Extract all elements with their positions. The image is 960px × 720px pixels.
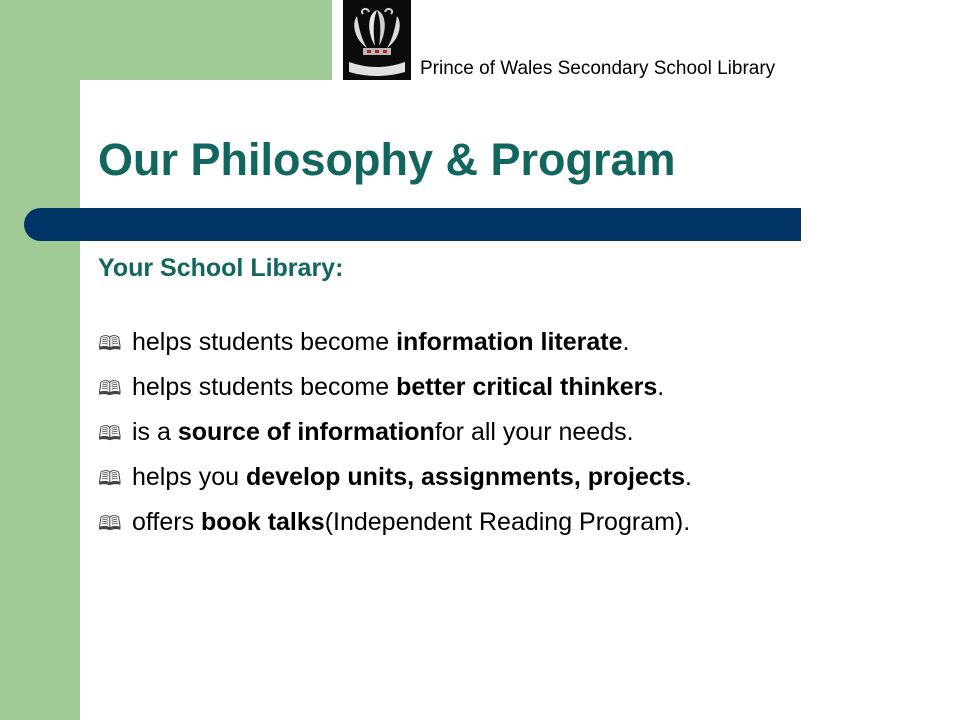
slide-subheading: Your School Library: — [98, 254, 344, 282]
top-decor-band — [80, 0, 332, 80]
bullet-text-regular: helps you — [132, 463, 240, 491]
list-item — [98, 418, 692, 463]
bullet-text-regular: offers — [132, 508, 195, 536]
bullet-text-end: for all your needs. — [434, 418, 634, 446]
list-item — [98, 463, 692, 508]
bullet-text-end: . — [657, 373, 665, 401]
bullet-text-bold: better critical thinkers — [396, 373, 658, 401]
bullet-text-bold: book talks — [201, 508, 325, 536]
bullet-text-end: (Independent Reading Program). — [324, 508, 691, 536]
school-crest-logo — [343, 0, 411, 80]
book-icon: 🕮 — [98, 513, 122, 535]
bullet-text-bold: information literate — [396, 328, 623, 356]
bullet-text-regular: is a — [132, 418, 171, 446]
list-item — [98, 373, 692, 418]
book-icon: 🕮 — [98, 468, 122, 490]
bullet-text-bold: source of information — [177, 418, 435, 446]
list-item — [98, 328, 692, 373]
bullet-text-regular: helps students become — [132, 373, 390, 401]
left-decor-band — [0, 0, 80, 720]
book-icon: 🕮 — [98, 333, 122, 355]
bullet-text-end: . — [685, 463, 692, 491]
bullet-text-bold: develop units, assignments, projects — [245, 463, 685, 491]
list-item — [98, 508, 692, 553]
bullet-text-regular: helps students become — [132, 328, 390, 356]
bullet-text-end: . — [622, 328, 630, 356]
bullet-list — [98, 328, 692, 553]
book-icon: 🕮 — [98, 423, 122, 445]
slide-title: Our Philosophy & Program — [98, 134, 676, 185]
title-underline-bar — [24, 208, 801, 241]
header-school-name: Prince of Wales Secondary School Library — [420, 58, 776, 79]
book-icon: 🕮 — [98, 378, 122, 400]
decor-corner-curve — [80, 80, 124, 124]
